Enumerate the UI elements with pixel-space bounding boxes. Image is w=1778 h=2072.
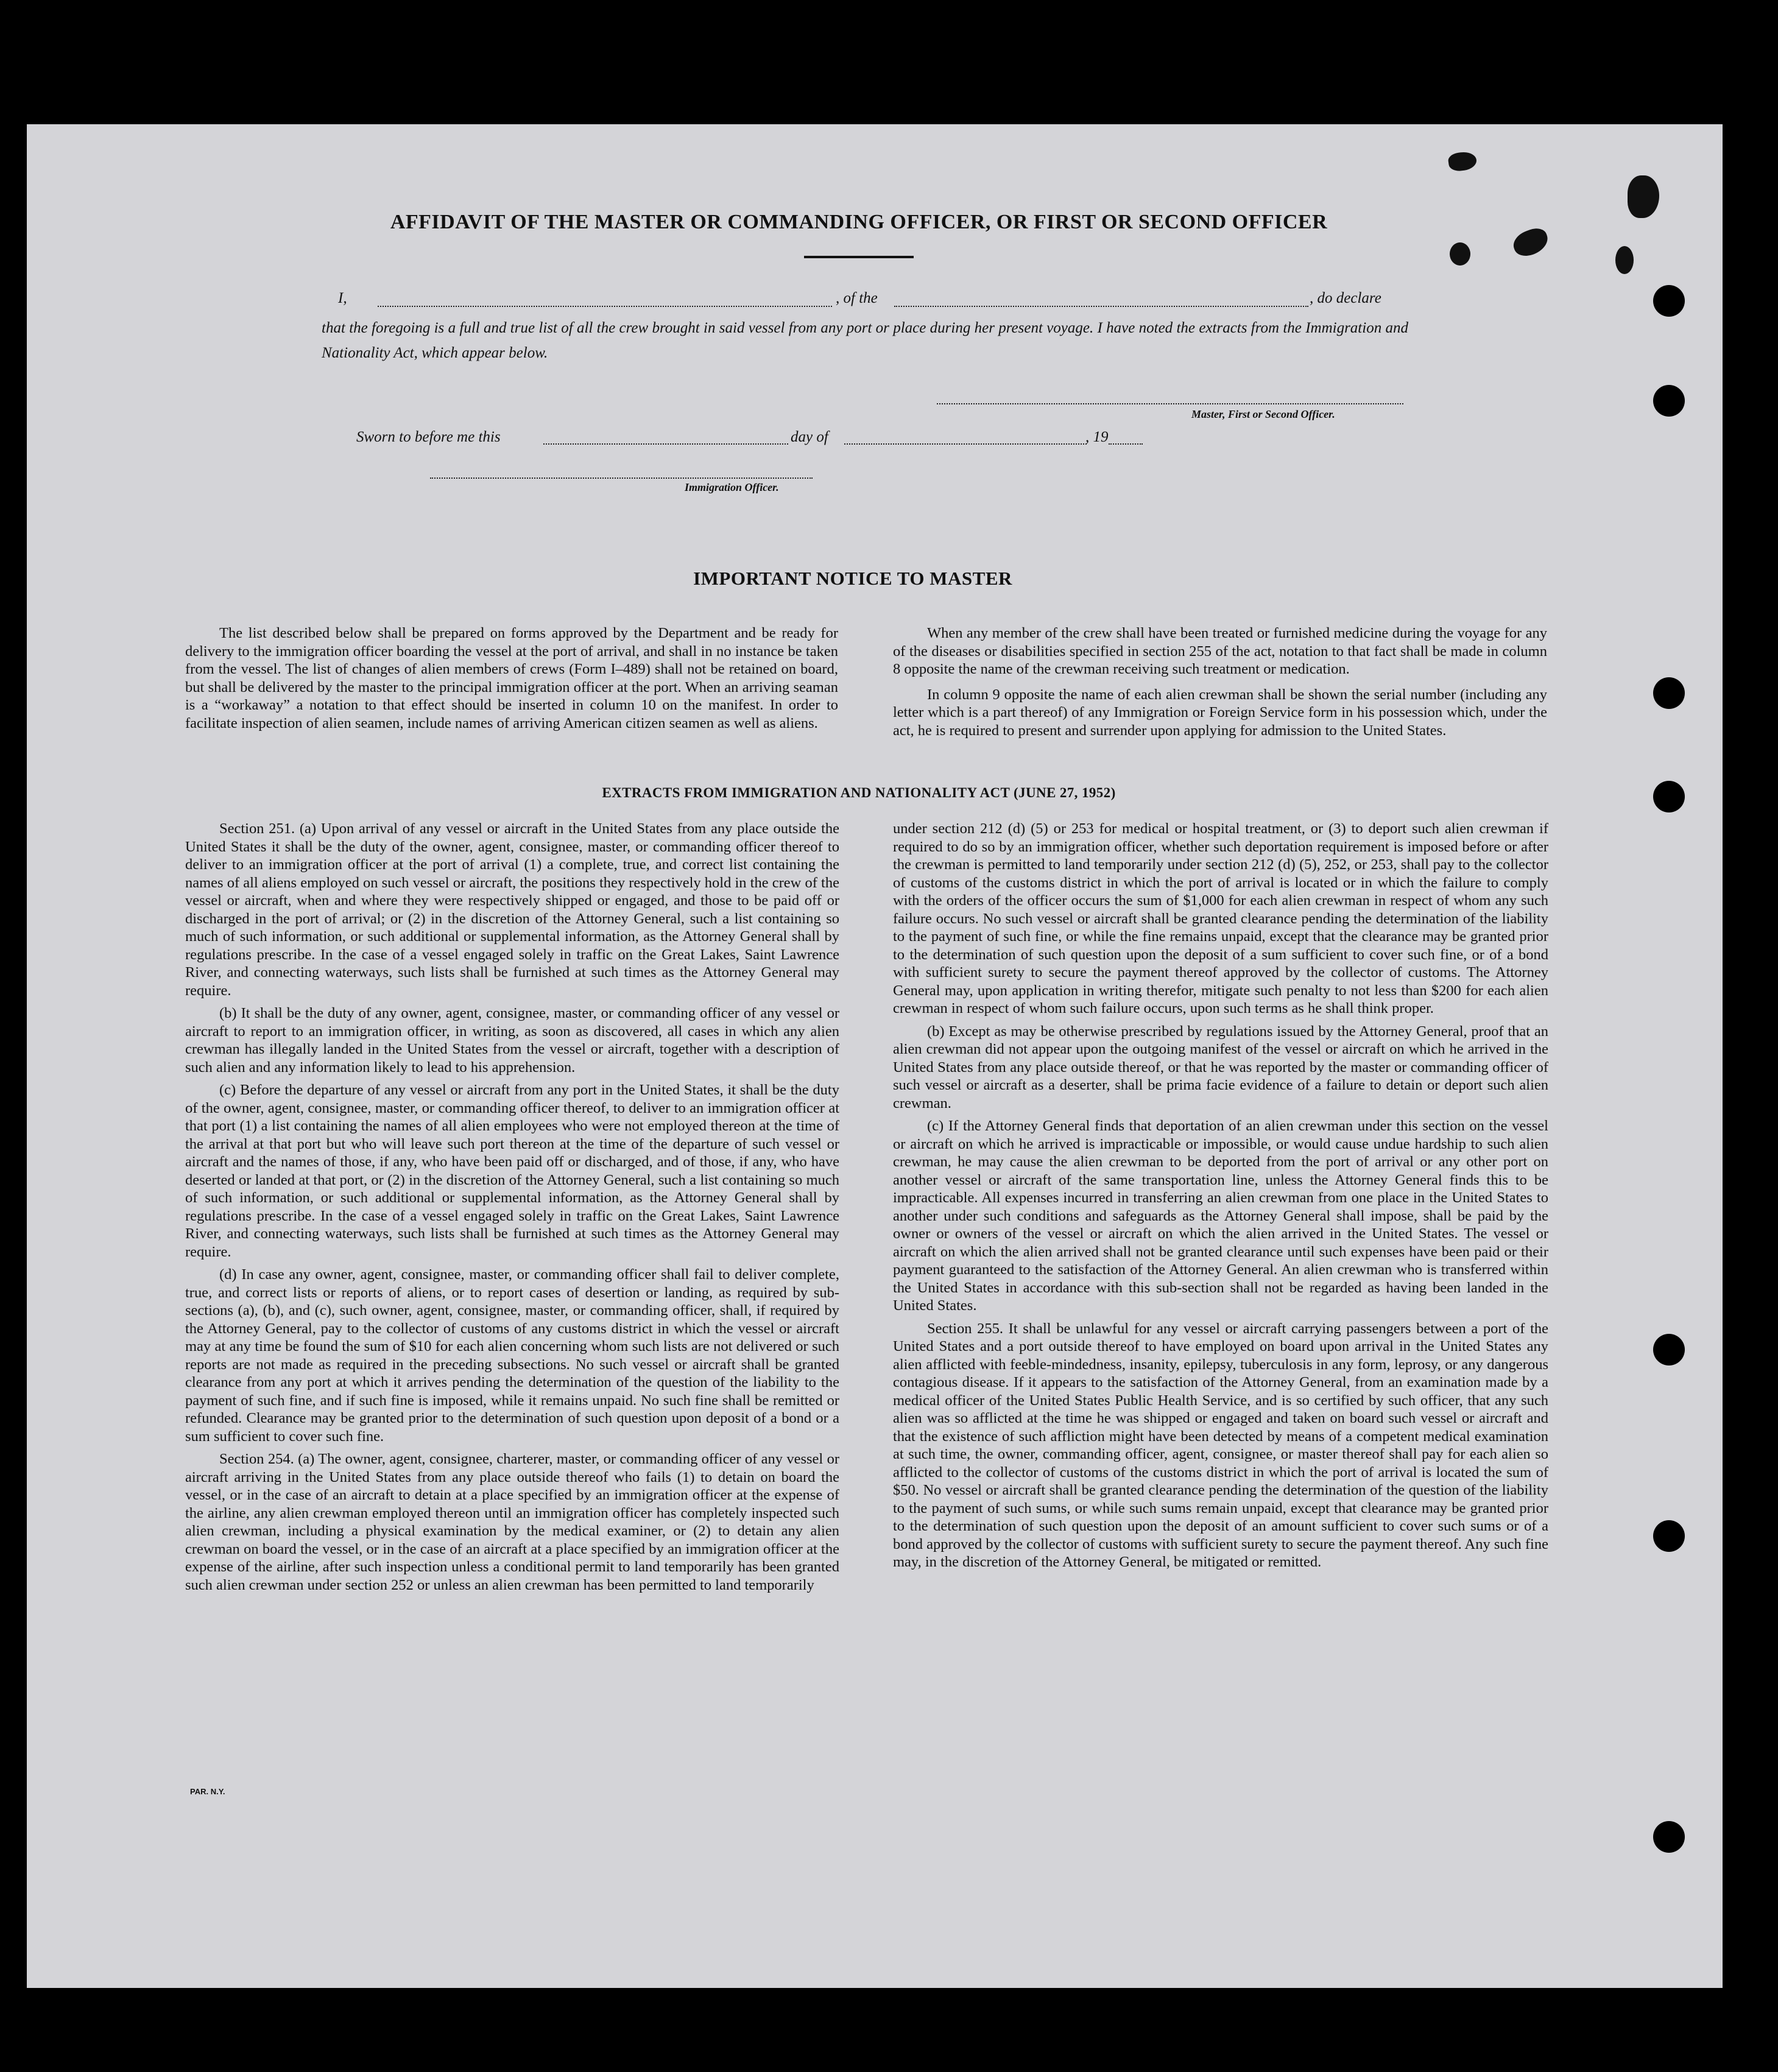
title-rule (804, 256, 914, 258)
officer-signature-line[interactable] (430, 477, 813, 479)
master-signature-caption: Master, First or Second Officer. (1191, 408, 1335, 420)
declaration-statement: that the foregoing is a full and true list of all the crew brought in said vessel from any port or place during her present voyage. I have noted the extracts from the Immigration and Nationality Act, which appear below. (322, 320, 1408, 361)
extracts-right-column (893, 820, 1548, 1576)
notice-title: IMPORTANT NOTICE TO MASTER (693, 568, 1012, 589)
notice-paragraph: In column 9 opposite the name of each alien crewman shall be shown the serial number (including any letter which is a part thereof) of any Immigration or Foreign Service form in his possession which, under the act, he is required to present and surrender upon applying for admission to the United States. (893, 686, 1547, 739)
notice-left-column (185, 624, 838, 737)
scan-edge (1723, 0, 1778, 2072)
officer-caption: Immigration Officer. (685, 481, 779, 493)
act-section: (d) In case any owner, agent, consignee, master, or commanding officer shall fail to deliver complete, true, and correct lists or reports of aliens, or to report cases of desertion or landing, as required by sub-sections (a), (b), and (c), such owner, agent, consignee, master, or commanding officer, shall, if required by the Attorney General, pay to the collector of customs of any customs district in which the vessel or aircraft may at any time be found the sum of $10 for each alien concerning whom such lists are not delivered or such reports are not made as required in the preceding subsections. No such vessel or aircraft shall be granted clearance from any port at which it arrives pending the determination of the question of the liability to the payment of such fine, and if such fine is imposed, while it remains unpaid. No such fine shall be remitted or refunded. Clearance may be granted prior to the determination of such question upon deposit of a bond or a sum sufficient to cover such fine. (185, 1266, 839, 1445)
i-label: I, (338, 290, 347, 306)
of-the-label: , of the (836, 290, 878, 306)
punch-hole (1653, 1334, 1685, 1365)
notice-right-column (893, 624, 1547, 744)
ink-blot (1450, 242, 1470, 266)
affidavit-title: AFFIDAVIT OF THE MASTER OR COMMANDING OFFICER, OR FIRST OR SECOND OFFICER (390, 211, 1328, 233)
punch-hole (1653, 385, 1685, 417)
notice-paragraph: The list described below shall be prepared on forms approved by the Department and be ready for delivery to the immigration officer boarding the vessel at the port of arrival, and shall in no instance be taken from the vessel. The list of changes of alien members of crews (Form I–489) shall not be retained on board, but shall be delivered by the master to the principal immigration officer at the port. When an arriving seaman is a “workaway” a notation to that effect should be inserted in column 10 on the manifest. In order to facilitate inspection of alien seamen, include names of arriving American citizen seamen as well as aliens. (185, 625, 838, 731)
notice-paragraph: When any member of the crew shall have been treated or furnished medicine during the voyage for any of the diseases or disabilities specified in section 255 of the act, notation to that fact shall be made in column 8 opposite the name of the crewman receiving such treatment or medication. (893, 625, 1547, 677)
vessel-field[interactable] (894, 306, 1308, 307)
sworn-label: Sworn to before me this (356, 429, 501, 445)
punch-hole (1653, 1821, 1685, 1853)
act-section: Section 254. (a) The owner, agent, consignee, charterer, master, or commanding officer of any vessel or aircraft arriving in the United States from any place outside thereof who fails (1) to detain on board the vessel, or in the case of an aircraft to detain at a place specified by an immigration officer at the expense of the airline, any alien crewman employed thereon until an immigration officer has completely inspected such alien crewman, including a physical examination by the medical examiner, or (2) to detain any alien crewman on board the vessel, or in the case of an aircraft at a place specified by an immigration officer at the expense of the airline, after such inspection unless a conditional permit to land temporarily has been granted such alien crewman under section 252 or unless an alien crewman has been permitted to land temporarily (185, 1451, 839, 1593)
printer-mark: PAR. N.Y. (190, 1787, 225, 1796)
do-declare-label: , do declare (1310, 290, 1381, 306)
act-section: (c) If the Attorney General finds that deportation of an alien crewman under this section on the vessel or aircraft on which he arrived is impracticable or impossible, or would cause undue hardship to such alien crewman, he may cause the alien crewman to be deported from the port of arrival or any other port on another vessel or aircraft of the same transportation line, unless the Attorney General finds this to be impracticable. All expenses incurred in transferring an alien crewman from one place in the United States to another under such conditions and safeguards as the Attorney General shall impose, shall be paid by the owner or owners of the vessel or aircraft on which the alien arrived in the United States. The vessel or aircraft on which the alien arrived shall not be granted clearance until such expenses have been paid or their payment guaranteed to the satisfaction of the Attorney General. An alien crewman who is transferred within the United States in accordance with this sub-section shall not be regarded as having been landed in the United States. (893, 1118, 1548, 1314)
year-label: , 19 (1085, 429, 1109, 445)
master-signature-line[interactable] (937, 403, 1403, 404)
extracts-left-column (185, 820, 839, 1599)
name-field[interactable] (378, 306, 832, 307)
punch-hole (1653, 1520, 1685, 1552)
act-section: (b) It shall be the duty of any owner, agent, consignee, master, or commanding officer of any vessel or aircraft to report to an immigration officer, in writing, as soon as discovered, all cases in which any alien crewman has illegally landed in the United States from the vessel or aircraft, together with a description of such alien and any information likely to lead to his apprehension. (185, 1005, 839, 1076)
day-of-label: day of (791, 429, 828, 445)
sworn-day-field[interactable] (543, 443, 788, 445)
act-section: (b) Except as may be otherwise prescribed by regulations issued by the Attorney General, proof that an alien crewman did not appear upon the outgoing manifest of the vessel or aircraft on which he arrived in the United States from any place outside thereof, or that he was reported by the master or commanding officer of such vessel or aircraft as a deserter, shall be prima facie evidence of a failure to detain or deport such alien crewman. (893, 1023, 1548, 1112)
ink-blot (1615, 246, 1634, 274)
extracts-title: EXTRACTS FROM IMMIGRATION AND NATIONALITY ACT (JUNE 27, 1952) (602, 785, 1116, 800)
punch-hole (1653, 781, 1685, 812)
sworn-year-field[interactable] (1109, 443, 1143, 445)
act-section: under section 212 (d) (5) or 253 for medical or hospital treatment, or (3) to deport such alien crewman if required to do so by an immigration officer, whether such deportation requirement is imposed before or after the crewman is permitted to land temporarily under section 212 (d) (5), 252, or 253, shall pay to the collector of customs of the customs district in which the port of arrival is located or in which the failure to comply with the orders of the officer occurs the sum of $1,000 for each alien crewman in respect of whom any such failure occurs. No such vessel or aircraft shall be granted clearance pending the determination of the liability to the payment of such fine, or while the fine remains unpaid, except that the clearance may be granted prior to the determination of such question upon the deposit of a sum sufficient to cover such fine, or of a bond with sufficient surety to secure the payment thereof approved by the collector of customs. The Attorney General may, upon application in writing therefor, mitigate such penalty to not less than $200 for each alien crewman in respect of whom such failure occurs, upon such terms as he shall think proper. (893, 820, 1548, 1017)
act-section: (c) Before the departure of any vessel or aircraft from any port in the United States, it shall be the duty of the owner, agent, consignee, master, or commanding officer thereof, to deliver to an immigration officer at that port (1) a list containing the names of all alien employees who were not employed thereon at the time of the arrival at that port but who will leave such port thereon at the time of the departure of such vessel or aircraft and the names of those, if any, who have been paid off or discharged, and of those, if any, who have deserted or landed at that port, or (2) in the discretion of the Attorney General, such a list containing so much of such information, or such additional or supplemental information, as the Attorney General shall by regulations prescribe. In the case of a vessel engaged solely in traffic on the Great Lakes, Saint Lawrence River, and connecting waterways, such lists shall be furnished at such times as the Attorney General may require. (185, 1082, 839, 1260)
punch-hole (1653, 677, 1685, 709)
act-section: Section 255. It shall be unlawful for any vessel or aircraft carrying passengers between a port of the United States and a port outside thereof to have employed on board upon arrival in the United States any alien afflicted with feeble-mindedness, insanity, epilepsy, tuberculosis in any form, leprosy, or any dangerous contagious disease. If it appears to the satisfaction of the Attorney General, from an examination made by a medical officer of the United States Public Health Service, and is so certified by such officer, that any such alien was so afflicted at the time he was shipped or engaged and taken on board such vessel or aircraft and that the existence of such affliction might have been detected by means of a competent medical examination at such time, the owner, commanding officer, agent, consignee, or master thereof shall pay for each alien so afflicted to the collector of customs of the customs district in which the port of arrival is located the sum of $50. No vessel or aircraft shall be granted clearance pending the determination of the question of the liability to the payment of such sums, or while such sums remain unpaid, except that clearance may be granted prior to the determination of such question upon the deposit of an amount sufficient to cover such sums or of a bond approved by the collector of customs with sufficient surety to secure the payment thereof. Any such fine may, in the discretion of the Attorney General, be mitigated or remitted. (893, 1320, 1548, 1570)
act-section: Section 251. (a) Upon arrival of any vessel or aircraft in the United States from any place outside the United States it shall be the duty of the owner, agent, consignee, master, or commanding officer thereof to deliver to an immigration officer at the port of arrival (1) a complete, true, and correct list containing the names of all aliens employed on such vessel or aircraft, the positions they respectively hold in the crew of the vessel or aircraft, when and where they were respectively shipped or engaged, and those to be paid off or discharged in the port of arrival; or (2) in the discretion of the Attorney General, such a list containing so much of such information, or such additional or supplemental information, as the Attorney General shall by regulations prescribe. In the case of a vessel engaged solely in traffic on the Great Lakes, Saint Lawrence River, and connecting waterways, such lists shall be furnished at such times as the Attorney General may require. (185, 820, 839, 999)
sworn-month-field[interactable] (844, 443, 1087, 445)
punch-hole (1653, 285, 1685, 317)
